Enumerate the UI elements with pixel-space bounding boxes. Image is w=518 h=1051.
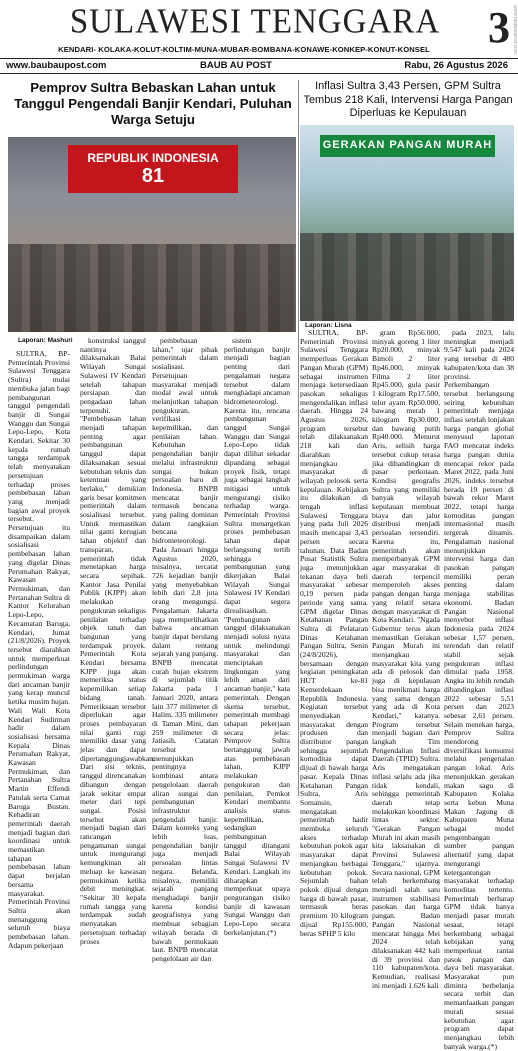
column-divider [298, 80, 299, 796]
vertical-website-text: www.baubaupost.com [512, 5, 518, 54]
republik-banner-number: 81 [141, 165, 165, 187]
republik-banner-text: REPUBLIK INDONESIA [87, 151, 219, 165]
article1-headline[interactable]: Pemprov Sultra Bebaskan Lahan untuk Tanggul Pengendali Banjir Kendari, Puluhan Warga Setuju [14, 80, 292, 127]
article1-column-1 [8, 349, 70, 950]
article2-photo [300, 125, 514, 321]
section-label: BAUB AU POST [200, 60, 272, 71]
article1-column-3 [152, 336, 218, 963]
meeting-participants-image [8, 244, 296, 332]
article2-column-3 [444, 328, 515, 1051]
article2-headline[interactable]: Inflasi Sultra 3,43 Persen, GPM Sultra Tembus 218 Kali, Intervensi Harga Pangan Diperluas ke Kepulauan [303, 80, 513, 119]
article2-column-1 [300, 328, 368, 938]
article1-column-2 [80, 336, 155, 946]
article2-text-2: gram Rp56.000, minyak goreng 1 liter Rp20.000, minyak Bimoli 2 liter Rp46.000, minyak Filma 2 liter Rp45.000, gula pasir 1 kilogram Rp17.500, telur ayam Rp50.000, bawang merah 1 kilogram Rp30.000, dan bawang putih Rp40.000. Menurut Aris, selisih harga tersebut cukup terasa jika dibandingkan di pasar perkotaan. Kondisi geografis Sultra yang memiliki banyak wilayah kepulauan membuat biaya dan jalur distribusi menjadi persoalan tersendiri. Karena itu, pemerintah akan memperbanyak GPM agar masyarakat di daerah terpencil memperoleh akses pangan dengan harga yang relatif setara dengan masyarakat di Kota Kendari. "Ngada Gubernur terus akan memastikan Gerakan Pangan Murah ini menjangkau masyarakat kita yang ada di pelosok dan juga di kepulauan bisa menikmati harga yang sama dengan yang ada di Kota Kendari," katanya. Program tersebut menjadi bagian dari langkah Tim Pengendalian Inflasi Daerah (TPID) Sultra. Aris mengatakan inflasi selalu ada jika tidak kendali, sehingga pemerintah daerah tetap melakukan koordinasi lintas sektor. "Gerakan Pangan Murah ini akan masih kita laksanakan di Provinsi Sulawesi Tenggara," ujarnya. Secara nasional, GPM telah berkembang menjadi salah satu instrumen stabilisasi pasokan dan harga pangan. Badan Pangan Nasional mencatat hingga Mei 2024 telah dilaksanakan 442 kali di 39 provinsi dan 110 kabupaten/kota. Kemudian, realisasi ini menjadi 1.626 kali [372, 328, 440, 990]
info-bar [0, 58, 518, 74]
article2-column-2 [372, 328, 440, 990]
newspaper-title: SULAWESI TENGGARA [69, 3, 441, 41]
officials-group-image [300, 233, 514, 321]
article1-photo [8, 137, 296, 332]
article2-text-1: SULTRA, BP- Pemerintah Provinsi Sulawesi Tenggara memperluas Gerakan Pangan Murah (GPM) sebagai instrumen menjaga ketersediaan pasokan sekaligus mengendalikan inflasi daerah. Hingga 24 Agustus 2026, program tersebut telah dilaksanakan 218 kali dan diarahkan menjangkau masyarakat di wilayah pelosok serta kepulauan. Kebijakan itu dilakukan di tengah inflasi Sulawesi Tenggara yang pada Juli 2026 masih mencapai 3,43 persen secara tahunan. Data Badan Pusat Statistik Sultra juga menunjukkan tekanan daya beli masyarakat sebesar 0,19 persen pada periode yang sama. GPM digelar Dinas Ketahanan Pangan Sultra di Pelataran Dinas Ketahanan Pangan Sultra, Senin (24/8/2026), bersamaan dengan kegiatan peningkatan HUT ke-81 Kemerdekaan Republik Indonesia. Kegiatan tersebut menyediakan masyarakat dengan produsen dan distributor pangan sehingga sejumlah komoditas dapat dijual di bawah harga pasar. Kepala Dinas Ketahanan Pangan Sultra, Aris Somansin, mengatakan pemerintah hadir membuka seluruh akses terhadap kebutuhan pokok agar masyarakat dapat menjangkau berbagai kebutuhan pokok. Sejumlah bahan pokok dijual dengan harga di bawah pasar, termasuk beras premium 10 kilogram dijual Rp155.000, beras SPHP 5 kilo [300, 328, 368, 938]
issue-date: Rabu, 26 Agustus 2026 [404, 60, 508, 71]
article1-text-4: sistem perlindungan banjir menjadi bagian penting dari pengalaman negara tersebut dalam menghadapi ancaman hidrometeorologi. Karena itu, rencana pembangunan tanggul Sungai Wanggu dan Sungai Lepo-Lepo tidak dapat dilihat sekadar dipandang sebagai proyek fisik, tetapi juga sebagai langkah mitigasi untuk mengurangi risiko terhadap warga. Pemerintah Provinsi Sultra menargetkan proses pembebasan lahan dapat berlangsung tertib sehingga pembangunan yang dikerjakan Balai Wilayah Sungai Sulawesi IV Kendari dapat segera direalisasikan. "Pembangunan tanggul dilaksanakan menjadi solusi nyata untuk melindungi masyarakat dan menciptakan lingkungan yang lebih aman dari ancaman banjir," kata pemerintah. Dengan skema tersebut, pemerintah membagi tahapan pekerjaan secara jelas: Pemprov Sultra bertanggung jawab atas pembebasan lahan, KJPP melakukan pengukuran dan penilaian, Pemkot Kendari membantu analisis status kepemilikan, sedangkan pembangunan tanggul ditangani Balai Wilayah Sungai Sulawesi IV Kendari. Langkah itu diharapkan memperkuat upaya pengurangan risiko banjir di kawasan Sungai Wanggu dan Lepo-Lepo secara berkelanjutan.(*) [224, 336, 290, 937]
article1-text-1: SULTRA, BP- Pemerintah Provinsi Sulawesi Tenggara (Sultra) mulai membuka jalan bagi pembangunan tanggul pengendali banjir di Sungai Wanggu dan Sungai Lepo-Lepo, Kota Kendari. Sekitar 30 kepala rumah tangga terdampak telah menyatakan persetujuan terhadap proses pembebasan lahan yang menjadi bagian awal proyek tersebut. Persetujuan itu disampaikan dalam sosialisasi pembebasan lahan yang digelar Dinas Perumahan Rakyat, Kawasan Permukiman, dan Pertanahan Sultra di Kantor Kelurahan Lepo-Lepo, Kecamatan Baruga, Kendari, Jumat (21/8/2026). Proyek tersebut diarahkan untuk memperkuat perlindungan permukiman warga dari ancaman banjir yang kerap muncul ketika musim hujan. Wali Wali Kota Kendari Sudirman hadir dalam sosialisasi bersama Kepala Dinas Perumahan Rakyat, Kawasan Permukiman, dan Pertanahan Sultra Martin Effendi Patulak serta Camat Baruga Bustan. Kehadiran pemerintah daerah menjadi bagian dari koordinasi untuk memastikan tahapan pembebasan lahan dapat berjalan bersama masyarakat. Pemerintah Provinsi Sultra akan menanggung seluruh biaya pembebasan lahan. Adapun pekerjaan [8, 349, 70, 950]
article1-caption: Laporan: Mashuri [18, 337, 73, 344]
article1-text-2: konstruksi tanggul nantinya dilaksanakan Balai Wilayah Sungai Sulawesi IV Kendari setelah tahapan persiapan dan pengadaan lahan terpenuhi. "Pembebasan lahan menjadi tahapan penting agar pembangunan tanggul dapat dilaksanakan sesuai kebutuhan teknis dan ketentuan yang berlaku," demikian garis besar komitmen pemerintah dalam sosialisasi tersebut. Untuk memastikan nilai ganti kerugian lahan objektif dan transparan, pemerintah tidak menetapkan harga secara sepihak. Kantor Jasa Penilai Publik (KJPP) akan melakukan pengukuran sekaligus penilaian terhadap objek tanah dan bangunan yang terdampak proyek. Pemerintah Kota Kendari bersama KJPP juga akan memeriksa status kepemilikan setiap bidang tanah. Pemeriksaan tersebut diperlukan agar proses pembayaran nilai ganti rugi memiliki dasar yang jelas dan dapat dipertanggungjawabkan. Dari sisi teknis, tanggul direncanakan dibangun dengan jarak sekitar empat meter dari tepi sungai. Posisi tersebut akan menjadi bagian dari rancangan pengamanan sungai untuk mengurangi kemungkinan air meluap ke kawasan permukiman ketika debit meningkat. "Sekitar 30 kepala rumah tangga yang terdampak sudah menyatakan persetujuan terhadap proses [80, 336, 155, 946]
page-number: 3 [488, 3, 510, 52]
article1-text-3: pembebasan lahan," ujar pihak pemerintah dalam sosialisasi. Persetujuan masyarakat menjadi modal awal untuk melanjutkan tahapan pengukuran, verifikasi kepemilikan, dan penilaian lahan. Kebutuhan pengendalian banjir melalui infrastruktur sungai bukan persoalan baru di Indonesia. BNPB mencatat banjir termasuk bencana yang paling dominan dalam rangkaian bencana hidrometeorologi. Pada Januari hingga Agustus 2020, misalnya, tercatat 726 kejadian banjir yang menyebabkan lebih dari 2,8 juta orang mengungsi. Pengalaman Jakarta juga memperlihatkan bahwa ancaman banjir dapat berulang dalam rentang sejarah yang panjang. BNPB mencatat curah hujan ekstrem di sejumlah titik Jakarta pada 1 Januari 2020, antara lain 377 milimeter di Halim, 335 milimeter di Taman Mini, dan 259 milimeter di Jatiasih. Catatan tersebut menunjukkan pentingnya kombinasi antara pengelolaan daerah aliran sungai dan pembangunan infrastruktur pengendali banjir. Dalam konteks yang lebih luas, pengendalian banjir juga menjadi persoalan lintas negara. Belanda, misalnya, memiliki sejarah panjang menghadapi banjir karena kondisi geografisnya yang membuat sebagian wilayah berada di bawah permukaan laut. BNPB mencatat pengelolaan air dan [152, 336, 218, 963]
regions-line: KENDARI- KOLAKA-KOLUT-KOLTIM-MUNA-MUBAR-BOMBANA-KONAWE-KONKEP-KONUT-KONSEL [58, 45, 430, 54]
website-link[interactable]: www.baubaupost.com [6, 60, 107, 71]
article2-text-3: pada 2023, lalu meningkat menjadi 9.547 kali pada 2024 yang tersebar di 480 kabupaten/kota dan 38 provinsi. Perkembangan tersebut berlangsung seiring kebutuhan pemerintah menjaga inflasi setelah lonjakan harga pangan global menyusul laporan FAO mencatat indeks harga pangan dunia mencapai rekor pada Maret 2022, pada Juni 2026, indeks tersebut berada 19 persen di bawah rekor Maret 2022, tetapi harga komoditas pangan internasional masih tergerak dinamis. Pengalaman nasional menunjukkan intervensi harga dan pasokan pangan memiliki peran penting dalam menjaga stabilitas ekonomi. Badan Pangan Nasional menyebut inflasi Indonesia pada 2024 sebesar 1,57 persen, terendah dan relatif stabil sejak pengukuran inflasi dimulai pada 1958. Angka itu lebih rendah dibandingkan inflasi 2022 sebesar 5,51 persen dan 2023 sebesar 2,61 persen. Selain menekan harga, Pemprov Sultra mendorong diversifikasi konsumsi melalui pengenalan pangan lokal. Aris menunjukkan gerakan makan sagu di Kabupaten Kolaka serta kebun Muna Makan Jagung di Kabupaten Muna sebagai model pengembangan sumber pangan alternatif yang dapat mengurangi ketergantungan masyarakat terhadap komoditas tertentu. Pemerintah berharap GPM tidak hanya menjadi pasar murah sesaat, tetapi berkembang sebagai kebijakan yang memperkuat rantai pasok pangan dan daya beli masyarakat. Masyarakat pun diminta berbelanja secara terbit dan memanfaatkan pangan murah sesuai kebutuhan agar program dapat menjangkau lebih banyak warga.(*) [444, 328, 515, 1051]
article1-column-4 [224, 336, 290, 937]
pangan-murah-banner: GERAKAN PANGAN MURAH [320, 135, 495, 157]
republik-banner [68, 145, 238, 193]
article2-caption: Laporan: Lisna [305, 322, 352, 329]
